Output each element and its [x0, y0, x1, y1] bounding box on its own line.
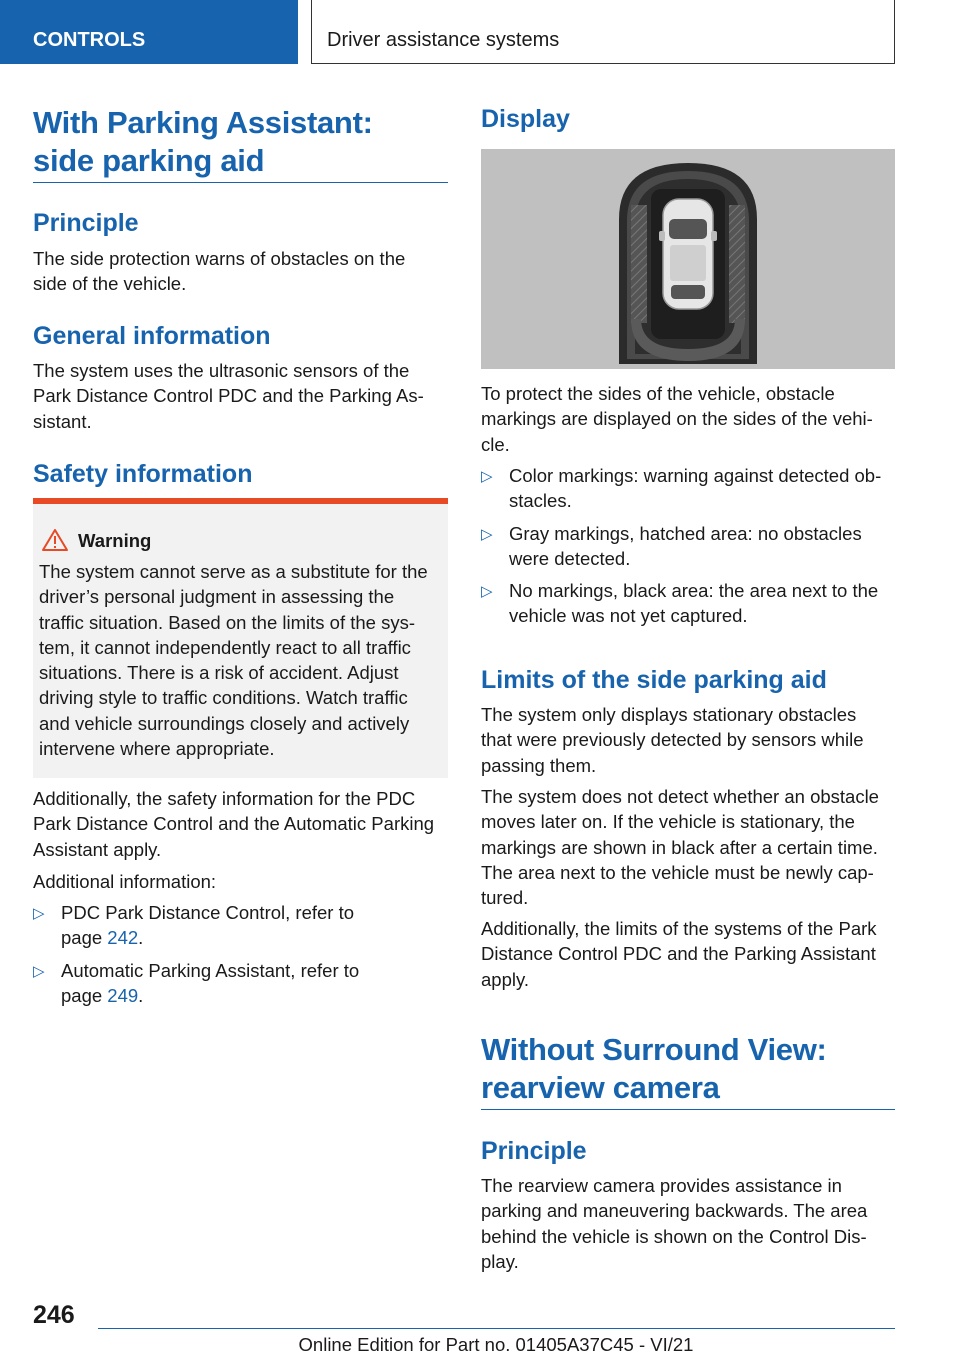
- edition-note: Online Edition for Part no. 01405A37C45 - VI/21: [298, 1334, 694, 1355]
- list-item: ▷ Gray markings, hatched area: no obstacles were detected.: [481, 523, 862, 570]
- triangle-bullet-icon: ▷: [481, 526, 493, 543]
- warning-box: [33, 504, 448, 778]
- triangle-bullet-icon: ▷: [33, 963, 45, 980]
- additional-info-label: Additional information:: [33, 871, 217, 892]
- footer-rule: [98, 1328, 895, 1329]
- triangle-bullet-icon: ▷: [481, 468, 493, 485]
- triangle-bullet-icon: ▷: [33, 905, 45, 922]
- side-parking-display-image: [481, 149, 895, 369]
- list-item: ▷ Color markings: warning against detected ob- stacles.: [481, 465, 882, 512]
- safety-heading: Safety information: [33, 460, 253, 488]
- warning-title: Warning: [78, 530, 152, 551]
- additionally-text: Additionally, the safety information for the PDC Park Distance Control and the Automatic Parking Assistant apply.: [33, 788, 435, 860]
- list-item: ▷ No markings, black area: the area next to the vehicle was not yet captured.: [481, 580, 879, 627]
- page-link-242[interactable]: 242: [107, 927, 139, 949]
- section-title-rearview: Without Surround View: rearview camera: [481, 1032, 827, 1105]
- display-heading: Display: [481, 105, 570, 133]
- warning-text: The system cannot serve as a substitute for the driver’s personal judgment in assessing the traffic situation. Based on the limits of the sys- tem, it cannot independently react to all traffic situations. There is a risk of accident. Adjust driving style to traffic conditions. Watch traffic and vehicle surroundings closely and actively intervene where appropriate.: [39, 561, 428, 760]
- display-text: To protect the sides of the vehicle, obstacle markings are displayed on the sides of the vehi- cle.: [481, 383, 873, 455]
- list-item: ▷ PDC Park Distance Control, refer to page 242.: [33, 902, 355, 949]
- section-label: CONTROLS: [33, 29, 146, 51]
- principle-heading: Principle: [33, 209, 139, 237]
- list-item: ▷ Automatic Parking Assistant, refer to page 249.: [33, 960, 360, 1007]
- limits-text-1: The system only displays stationary obstacles that were previously detected by sensors while passing them.: [481, 704, 864, 776]
- limits-heading: Limits of the side parking aid: [481, 666, 827, 694]
- chapter-label: Driver assistance systems: [327, 29, 560, 51]
- limits-text-2: The system does not detect whether an obstacle moves later on. If the vehicle is stationary, the markings are shown in black after a certain time. The area next to the vehicle must be newly cap- tured.: [481, 786, 879, 909]
- section-tab: [0, 0, 298, 64]
- chapter-header: [311, 0, 895, 64]
- principle-text-rearview: The rearview camera provides assistance in parking and maneuvering backwards. The area behind the vehicle is shown on the Control Dis- play.: [481, 1175, 868, 1272]
- principle-heading-rearview: Principle: [481, 1137, 587, 1165]
- page-title: With Parking Assistant: side parking aid: [33, 105, 373, 178]
- general-text: The system uses the ultrasonic sensors of the Park Distance Control PDC and the Parking As- sistant.: [33, 360, 424, 432]
- triangle-bullet-icon: ▷: [481, 583, 493, 600]
- page-number: 246: [33, 1301, 75, 1329]
- principle-text: The side protection warns of obstacles on the side of the vehicle.: [33, 248, 406, 295]
- general-heading: General information: [33, 322, 271, 350]
- watermark: [560, 1334, 638, 1356]
- limits-text-3: Additionally, the limits of the systems of the Park Distance Control PDC and the Parking Assistant apply.: [481, 918, 877, 990]
- title-rule: [33, 182, 448, 183]
- warning-triangle-icon: [41, 528, 69, 557]
- title-rule: [481, 1109, 895, 1110]
- page-link-249[interactable]: 249: [107, 985, 139, 1007]
